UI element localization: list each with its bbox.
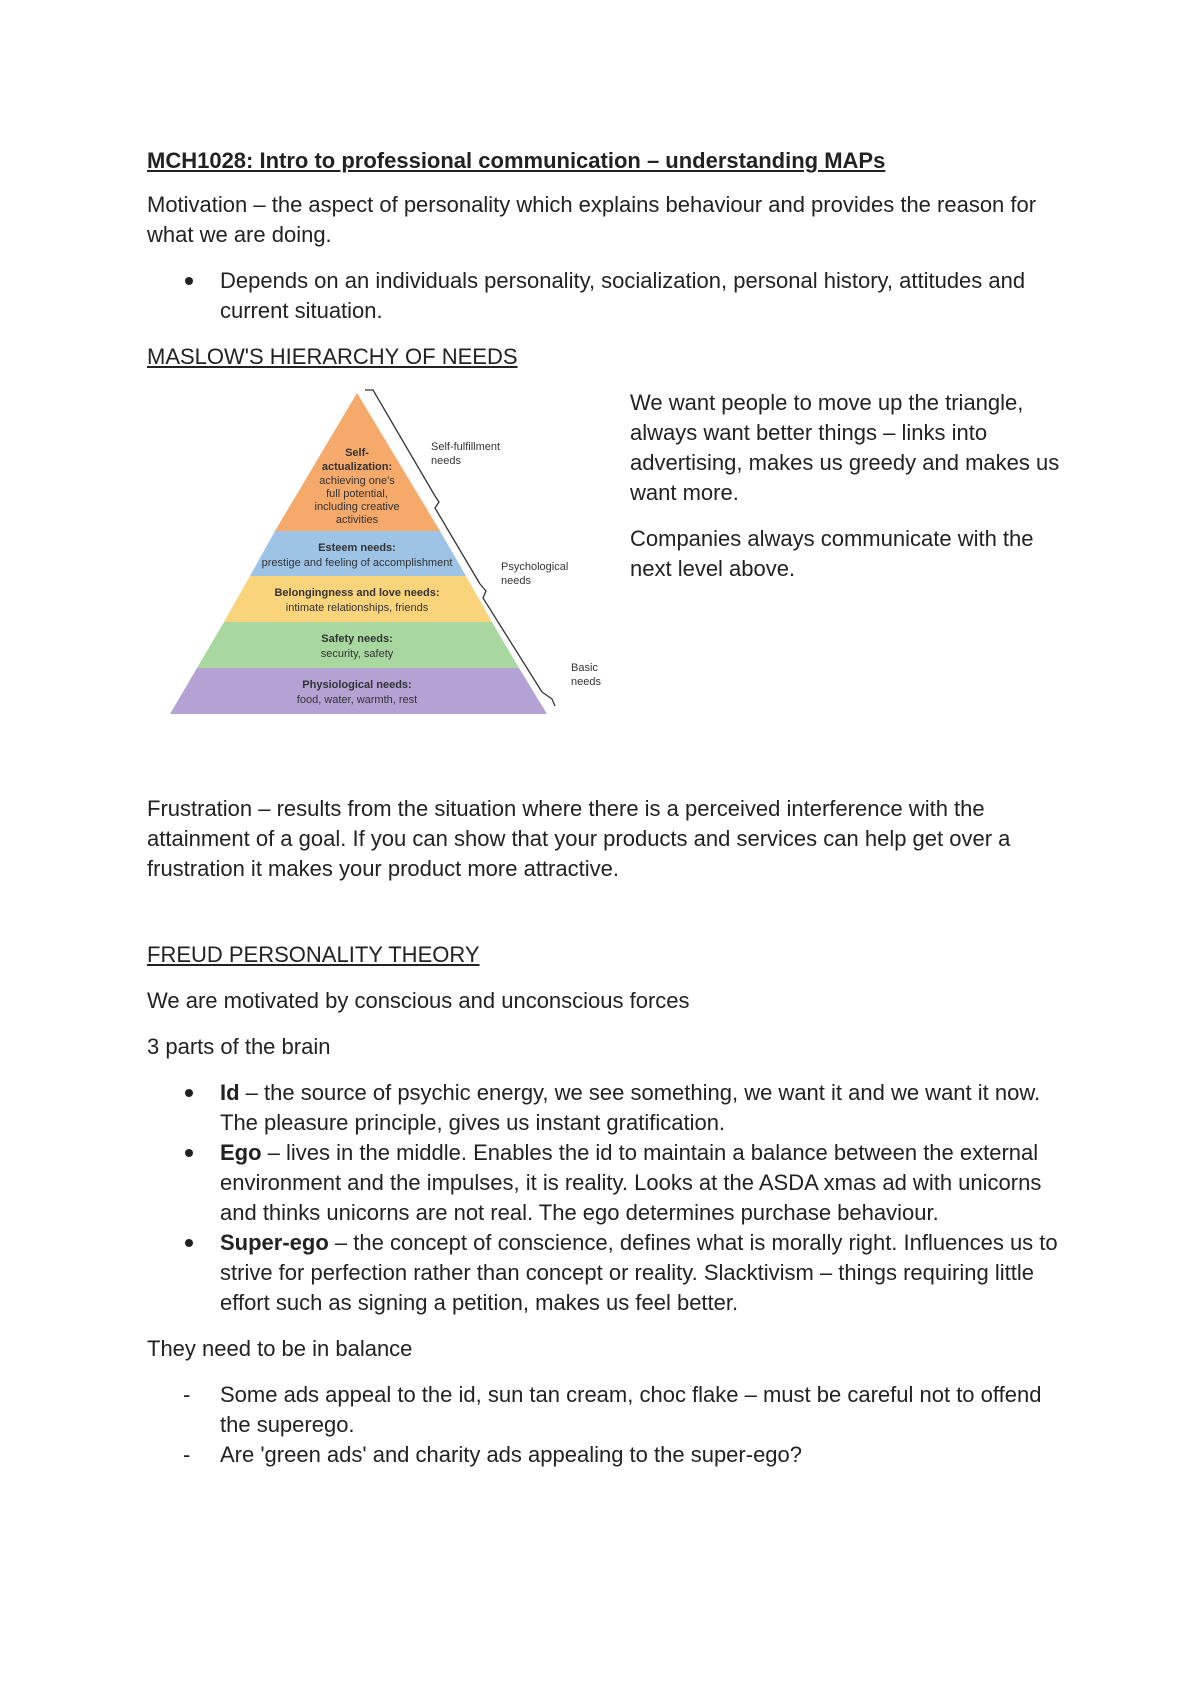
level-3-desc: intimate relationships, friends (285, 602, 429, 614)
freud-part-id-term: Id (220, 1080, 240, 1105)
pyramid-level-belongingness (224, 576, 492, 622)
level-1-desc-1: achieving one's (319, 475, 395, 487)
freud-part-id-text: – the source of psychic energy, we see something, we want it and we want it now. The pleasure principle, gives us instant gratification. (220, 1080, 1041, 1135)
document-title: MCH1028: Intro to professional communication – understanding MAPs (147, 148, 886, 173)
frustration-paragraph: Frustration – results from the situation where there is a perceived interference with the attainment of a goal. If you can show that your products and services can help get over a frustration it makes your product more attractive. (147, 796, 1011, 881)
freud-line-1: We are motivated by conscious and unconscious forces (147, 988, 690, 1013)
group-self-fulfillment-label-2: needs (431, 455, 461, 467)
freud-part-ego (220, 1138, 1067, 1228)
freud-balance: They need to be in balance (147, 1336, 413, 1361)
maslow-commentary-1: We want people to move up the triangle, always want better things – links into advertising, makes us greedy and makes us want more. (630, 390, 1060, 505)
level-1-title-b: actualization: (321, 461, 393, 473)
freud-dash-list (147, 1380, 1067, 1470)
maslow-commentary-2: Companies always communicate with the next level above. (630, 526, 1034, 581)
freud-line-2: 3 parts of the brain (147, 1034, 331, 1059)
freud-part-superego-text: – the concept of conscience, defines what is morally right. Influences us to strive for perfection rather than concept or reality. Slacktivism – things requiring little effort such as signing a petition, makes us feel better. (220, 1230, 1058, 1315)
level-1-desc-2: full potential, (326, 488, 388, 500)
level-4-title: Safety needs: (321, 633, 393, 645)
maslow-heading: MASLOW'S HIERARCHY OF NEEDS (147, 344, 518, 369)
level-5-title: Physiological needs: (302, 679, 412, 691)
level-1-title-a: Self- (345, 447, 369, 459)
level-5-desc: food, water, warmth, rest (296, 694, 418, 706)
level-1-desc-4: activities (335, 514, 379, 526)
freud-dash-item-1: - Some ads appeal to the id, sun tan cream, choc flake – must be careful not to offend the superego. (220, 1380, 1067, 1440)
freud-part-ego-text: – lives in the middle. Enables the id to maintain a balance between the external environment and the impulses, it is reality. Looks at the ASDA xmas ad with unicorns and thinks unicorns are not real. The ego determines purchase behaviour. (220, 1140, 1042, 1225)
maslow-pyramid-diagram (147, 388, 617, 748)
freud-part-superego-term: Super-ego (220, 1230, 329, 1255)
freud-part-superego (220, 1228, 1067, 1318)
freud-parts-list (147, 1078, 1067, 1318)
pyramid-level-safety (197, 622, 519, 668)
group-self-fulfillment-label-1: Self-fulfillment (431, 441, 501, 453)
maslow-section (147, 388, 1067, 788)
pyramid-level-physiological (170, 668, 547, 714)
level-4-desc: security, safety (320, 648, 394, 660)
level-2-desc: prestige and feeling of accomplishment (261, 557, 453, 569)
motivation-bullet: Depends on an individuals personality, socialization, personal history, attitudes and current situation. (220, 266, 1067, 326)
level-3-title: Belongingness and love needs: (274, 587, 440, 599)
motivation-list (147, 266, 1067, 326)
group-basic-label-2: needs (571, 676, 601, 688)
freud-part-ego-term: Ego (220, 1140, 262, 1165)
freud-dash-item-2: - Are 'green ads' and charity ads appealing to the super-ego? (220, 1440, 1067, 1470)
freud-part-id (220, 1078, 1067, 1138)
maslow-commentary (630, 388, 1070, 600)
group-psychological-label-1: Psychological (501, 561, 569, 573)
group-basic-label-1: Basic (571, 662, 598, 674)
level-1-desc-3: including creative (314, 501, 400, 513)
freud-heading: FREUD PERSONALITY THEORY (147, 942, 480, 967)
document-page (147, 146, 1067, 1486)
level-2-title: Esteem needs: (318, 542, 396, 554)
group-psychological-label-2: needs (501, 575, 531, 587)
motivation-paragraph: Motivation – the aspect of personality which explains behaviour and provides the reason for what we are doing. (147, 192, 1037, 247)
